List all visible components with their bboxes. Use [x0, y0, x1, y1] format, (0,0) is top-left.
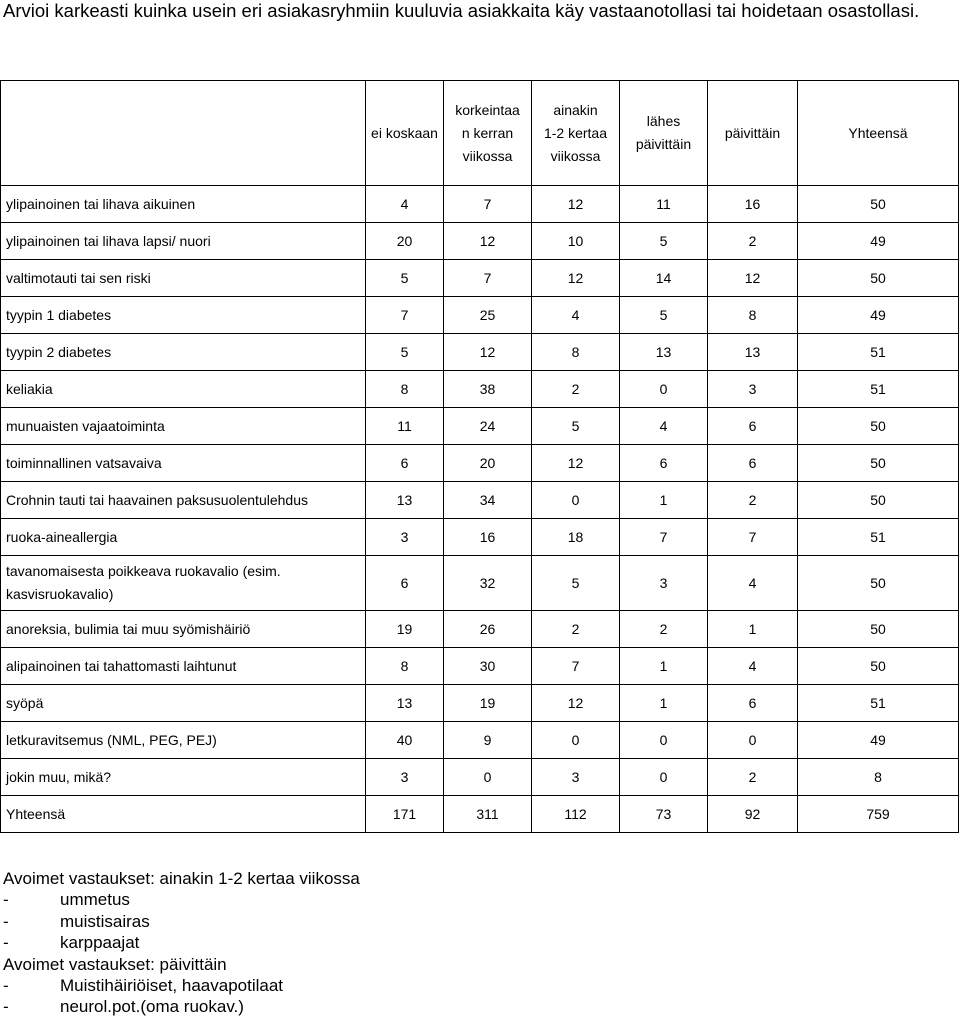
cell-daily: 2	[708, 482, 798, 519]
table-row	[1, 611, 959, 648]
list-dash: -	[3, 997, 9, 1017]
header-never: ei koskaan	[366, 81, 444, 186]
cell-never: 3	[366, 759, 444, 796]
row-label: Crohnin tauti tai haavainen paksusuolentulehdus	[1, 482, 366, 519]
cell-never: 19	[366, 611, 444, 648]
table-row	[1, 371, 959, 408]
cell-total: 51	[798, 685, 959, 722]
cell-at-least-1-2-weekly: 4	[532, 297, 620, 334]
cell-never: 20	[366, 223, 444, 260]
header-part: n kerran	[461, 124, 514, 141]
cell-daily: 6	[708, 408, 798, 445]
cell-total: 49	[798, 297, 959, 334]
row-label: tyypin 1 diabetes	[1, 297, 366, 334]
cell-almost-daily: 0	[620, 371, 708, 408]
table-row	[1, 445, 959, 482]
cell-at-least-1-2-weekly: 0	[532, 482, 620, 519]
header-at-least-1-2-weekly	[532, 81, 620, 186]
cell-almost-daily: 6	[620, 445, 708, 482]
cell-almost-daily: 3	[620, 556, 708, 611]
cell-at-least-1-2-weekly: 5	[532, 408, 620, 445]
open-answers	[3, 868, 953, 1018]
cell-at-least-1-2-weekly: 12	[532, 445, 620, 482]
frequency-table	[0, 80, 959, 833]
cell-at-most-once-weekly: 25	[444, 297, 532, 334]
cell-total: 50	[798, 648, 959, 685]
list-dash: -	[3, 976, 9, 996]
cell-at-least-1-2-weekly: 12	[532, 685, 620, 722]
header-almost-daily	[620, 81, 708, 186]
header-part: lähes	[646, 113, 681, 129]
table-row	[1, 223, 959, 260]
cell-at-most-once-weekly: 20	[444, 445, 532, 482]
list-item	[3, 932, 953, 953]
row-label: tavanomaisesta poikkeava ruokavalio (esim. kasvisruokavalio)	[1, 556, 366, 611]
table-row	[1, 722, 959, 759]
list-item-text: muistisairas	[60, 911, 150, 931]
cell-daily: 16	[708, 186, 798, 223]
cell-almost-daily: 0	[620, 722, 708, 759]
table-row	[1, 186, 959, 223]
row-label: tyypin 2 diabetes	[1, 334, 366, 371]
row-label: ylipainoinen tai lihava aikuinen	[1, 186, 366, 223]
cell-almost-daily: 5	[620, 223, 708, 260]
header-daily: päivittäin	[708, 81, 798, 186]
cell-at-least-1-2-weekly: 12	[532, 186, 620, 223]
cell-at-most-once-weekly: 38	[444, 371, 532, 408]
table-row	[1, 519, 959, 556]
cell-daily: 2	[708, 759, 798, 796]
list-dash: -	[3, 933, 9, 953]
header-part: 1-2 kertaa	[543, 124, 608, 141]
cell-at-least-1-2-weekly: 2	[532, 371, 620, 408]
cell-at-most-once-weekly: 7	[444, 260, 532, 297]
table-row	[1, 334, 959, 371]
cell-total: 50	[798, 611, 959, 648]
cell-at-most-once-weekly: 16	[444, 519, 532, 556]
cell-at-most-once-weekly: 32	[444, 556, 532, 611]
cell-total: 8	[798, 759, 959, 796]
cell-total: 50	[798, 556, 959, 611]
cell-at-most-once-weekly: 24	[444, 408, 532, 445]
row-label: Yhteensä	[1, 796, 366, 833]
cell-at-most-once-weekly: 30	[444, 648, 532, 685]
cell-at-most-once-weekly: 12	[444, 223, 532, 260]
list-item-text: ummetus	[60, 890, 130, 910]
header-part: päivittäin	[635, 136, 692, 152]
cell-daily: 13	[708, 334, 798, 371]
cell-never: 171	[366, 796, 444, 833]
cell-never: 13	[366, 482, 444, 519]
cell-never: 6	[366, 556, 444, 611]
cell-at-least-1-2-weekly: 2	[532, 611, 620, 648]
table-row	[1, 482, 959, 519]
table-row	[1, 556, 959, 611]
cell-never: 13	[366, 685, 444, 722]
cell-at-least-1-2-weekly: 18	[532, 519, 620, 556]
list-item-text: neurol.pot.(oma ruokav.)	[60, 997, 244, 1017]
cell-almost-daily: 0	[620, 759, 708, 796]
cell-at-most-once-weekly: 9	[444, 722, 532, 759]
cell-total: 50	[798, 408, 959, 445]
cell-daily: 7	[708, 519, 798, 556]
open-answers-heading-daily: Avoimet vastaukset: päivittäin	[3, 954, 227, 974]
cell-never: 11	[366, 408, 444, 445]
cell-daily: 6	[708, 685, 798, 722]
open-answers-list-daily	[3, 975, 953, 1018]
cell-total: 49	[798, 223, 959, 260]
cell-daily: 2	[708, 223, 798, 260]
header-part: ainakin	[553, 101, 598, 118]
row-label: letkuravitsemus (NML, PEG, PEJ)	[1, 722, 366, 759]
cell-almost-daily: 4	[620, 408, 708, 445]
cell-at-most-once-weekly: 0	[444, 759, 532, 796]
header-total: Yhteensä	[798, 81, 959, 186]
row-label: valtimotauti tai sen riski	[1, 260, 366, 297]
row-label: syöpä	[1, 685, 366, 722]
cell-never: 8	[366, 648, 444, 685]
cell-at-most-once-weekly: 7	[444, 186, 532, 223]
list-dash: -	[3, 911, 9, 931]
header-part: viikossa	[550, 147, 601, 164]
cell-total: 759	[798, 796, 959, 833]
cell-at-least-1-2-weekly: 0	[532, 722, 620, 759]
row-label: toiminnallinen vatsavaiva	[1, 445, 366, 482]
cell-daily: 92	[708, 796, 798, 833]
cell-never: 4	[366, 186, 444, 223]
cell-almost-daily: 73	[620, 796, 708, 833]
cell-total: 51	[798, 371, 959, 408]
cell-never: 6	[366, 445, 444, 482]
cell-almost-daily: 2	[620, 611, 708, 648]
cell-at-most-once-weekly: 12	[444, 334, 532, 371]
cell-daily: 6	[708, 445, 798, 482]
cell-total: 50	[798, 186, 959, 223]
table-row	[1, 759, 959, 796]
list-item	[3, 975, 953, 996]
header-at-most-once-weekly	[444, 81, 532, 186]
header-row	[1, 81, 959, 186]
header-part: korkeintaa	[455, 101, 520, 118]
cell-almost-daily: 7	[620, 519, 708, 556]
list-item	[3, 911, 953, 932]
table-row	[1, 297, 959, 334]
cell-at-least-1-2-weekly: 10	[532, 223, 620, 260]
cell-daily: 1	[708, 611, 798, 648]
cell-at-most-once-weekly: 19	[444, 685, 532, 722]
cell-almost-daily: 1	[620, 482, 708, 519]
header-part: viikossa	[462, 147, 513, 164]
cell-almost-daily: 5	[620, 297, 708, 334]
cell-never: 8	[366, 371, 444, 408]
question-text: Arvioi karkeasti kuinka usein eri asiakasryhmiin kuuluvia asiakkaita käy vastaanotollasi tai hoidetaan osastollasi.	[3, 0, 920, 21]
row-label: alipainoinen tai tahattomasti laihtunut	[1, 648, 366, 685]
cell-almost-daily: 1	[620, 648, 708, 685]
table-row	[1, 796, 959, 833]
cell-daily: 0	[708, 722, 798, 759]
list-item-text: karppaajat	[60, 933, 140, 953]
list-item	[3, 996, 953, 1017]
list-dash: -	[3, 890, 9, 910]
cell-almost-daily: 13	[620, 334, 708, 371]
cell-almost-daily: 1	[620, 685, 708, 722]
header-label-cell	[1, 81, 366, 186]
cell-at-least-1-2-weekly: 7	[532, 648, 620, 685]
cell-at-least-1-2-weekly: 12	[532, 260, 620, 297]
cell-never: 7	[366, 297, 444, 334]
row-label: ylipainoinen tai lihava lapsi/ nuori	[1, 223, 366, 260]
cell-total: 49	[798, 722, 959, 759]
cell-almost-daily: 14	[620, 260, 708, 297]
cell-never: 5	[366, 260, 444, 297]
cell-almost-daily: 11	[620, 186, 708, 223]
row-label: anoreksia, bulimia tai muu syömishäiriö	[1, 611, 366, 648]
table-row	[1, 648, 959, 685]
cell-at-least-1-2-weekly: 3	[532, 759, 620, 796]
cell-total: 50	[798, 445, 959, 482]
cell-never: 5	[366, 334, 444, 371]
cell-at-most-once-weekly: 26	[444, 611, 532, 648]
list-item	[3, 889, 953, 910]
cell-at-least-1-2-weekly: 8	[532, 334, 620, 371]
row-label: keliakia	[1, 371, 366, 408]
open-answers-list-weekly	[3, 889, 953, 953]
cell-daily: 12	[708, 260, 798, 297]
cell-at-least-1-2-weekly: 112	[532, 796, 620, 833]
open-answers-heading-weekly: Avoimet vastaukset: ainakin 1-2 kertaa viikossa	[3, 869, 360, 888]
table-row	[1, 685, 959, 722]
row-label: munuaisten vajaatoiminta	[1, 408, 366, 445]
cell-never: 3	[366, 519, 444, 556]
cell-at-most-once-weekly: 311	[444, 796, 532, 833]
cell-total: 51	[798, 334, 959, 371]
cell-total: 51	[798, 519, 959, 556]
cell-daily: 4	[708, 648, 798, 685]
cell-total: 50	[798, 260, 959, 297]
cell-daily: 4	[708, 556, 798, 611]
row-label: jokin muu, mikä?	[1, 759, 366, 796]
cell-never: 40	[366, 722, 444, 759]
cell-daily: 3	[708, 371, 798, 408]
list-item-text: Muistihäiriöiset, haavapotilaat	[60, 976, 284, 996]
cell-total: 50	[798, 482, 959, 519]
table-row	[1, 260, 959, 297]
cell-at-most-once-weekly: 34	[444, 482, 532, 519]
cell-daily: 8	[708, 297, 798, 334]
cell-at-least-1-2-weekly: 5	[532, 556, 620, 611]
row-label: ruoka-aineallergia	[1, 519, 366, 556]
table-row	[1, 408, 959, 445]
